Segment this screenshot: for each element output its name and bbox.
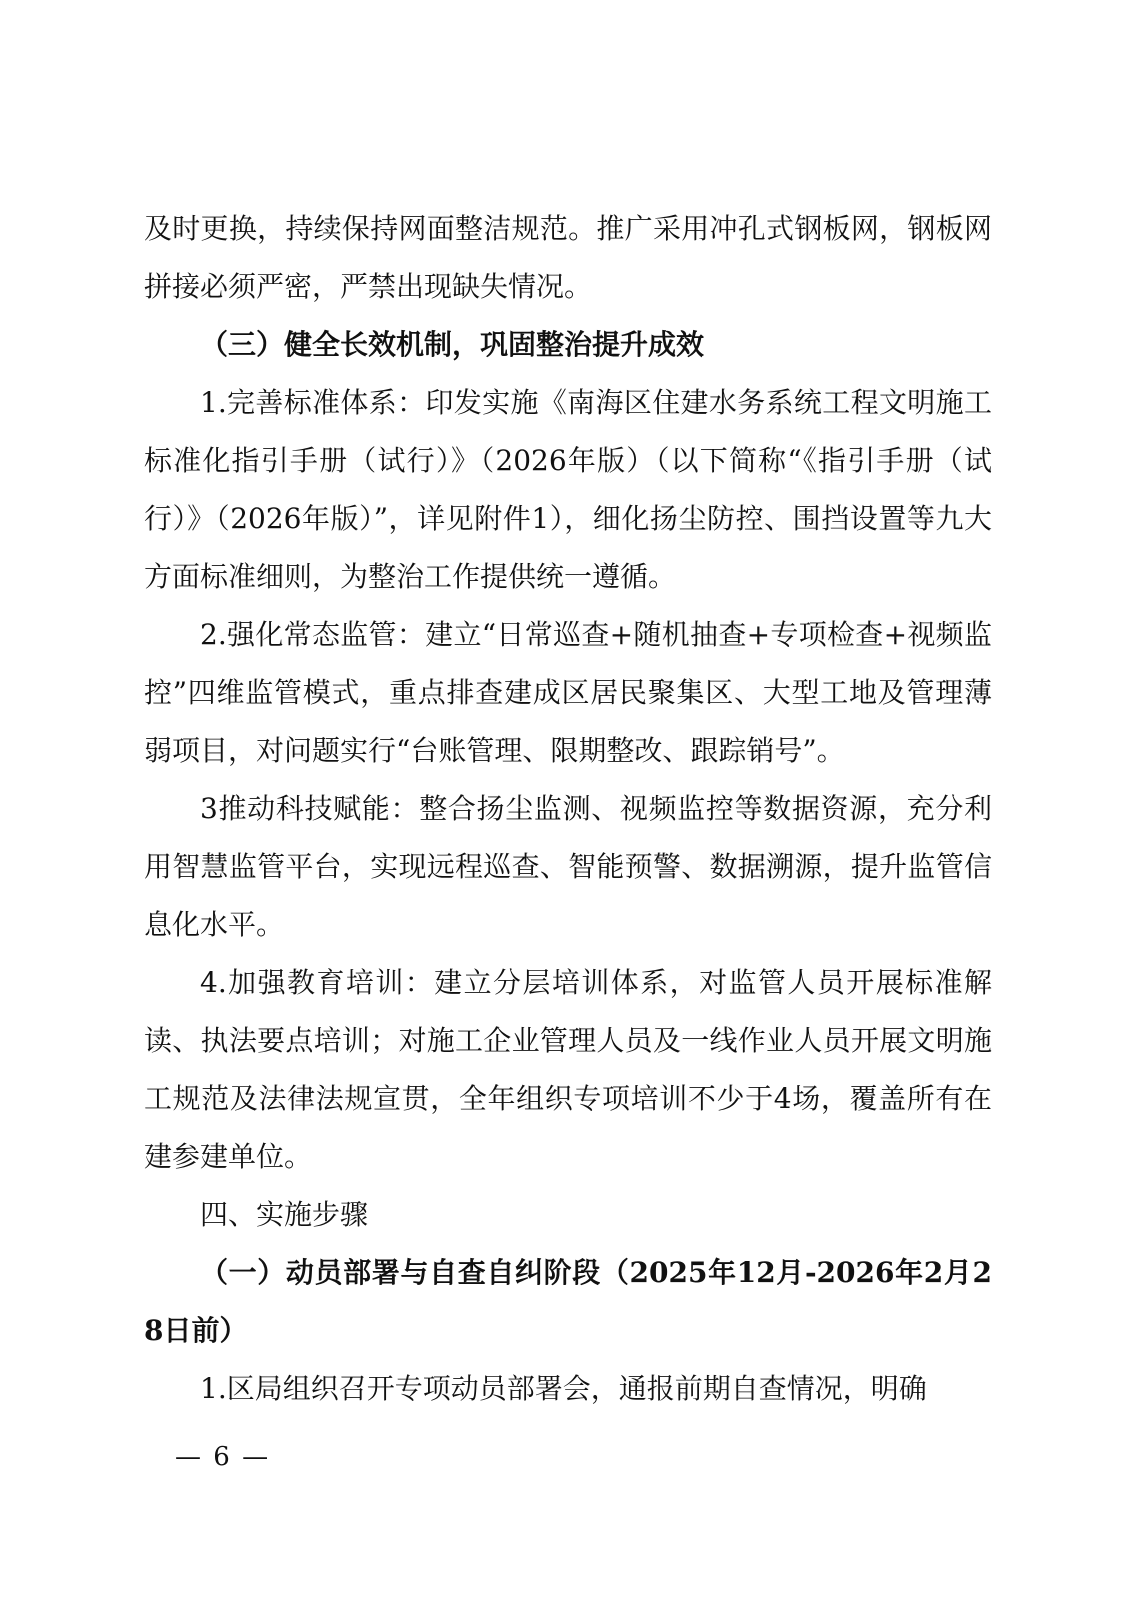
section-heading-1: （一）动员部署与自查自纠阶段（2025年12月-2026年2月28日前） — [144, 1256, 992, 1347]
chapter-heading-4: 四、实施步骤 — [200, 1198, 369, 1231]
paragraph-step-1: 1.区局组织召开专项动员部署会，通报前期自查情况，明确 — [200, 1372, 927, 1405]
paragraph-item-3: 3推动科技赋能：整合扬尘监测、视频监控等数据资源，充分利用智慧监管平台，实现远程巡查、智能预警、数据溯源，提升监管信息化水平。 — [144, 792, 992, 941]
page-number: — 6 — — [175, 1442, 271, 1472]
paragraph-item-1: 1.完善标准体系：印发实施《南海区住建水务系统工程文明施工标准化指引手册（试行）》（2026年版）（以下简称“《指引手册（试行）》（2026年版）”，详见附件1），细化扬尘防控、围挡设置等九大方面标准细则，为整治工作提供统一遵循。 — [144, 386, 992, 593]
paragraph-item-4: 4.加强教育培训：建立分层培训体系，对监管人员开展标准解读、执法要点培训；对施工企业管理人员及一线作业人员开展文明施工规范及法律法规宣贯，全年组织专项培训不少于4场，覆盖所有在建参建单位。 — [144, 966, 992, 1173]
section-heading-3: （三）健全长效机制，巩固整治提升成效 — [200, 328, 705, 361]
document-body — [144, 200, 992, 1430]
paragraph-item-2: 2.强化常态监管：建立“日常巡查+随机抽查+专项检查+视频监控”四维监管模式，重点排查建成区居民聚集区、大型工地及管理薄弱项目，对问题实行“台账管理、限期整改、跟踪销号”。 — [144, 618, 992, 767]
paragraph-continuation: 及时更换，持续保持网面整洁规范。推广采用冲孔式钢板网，钢板网拼接必须严密，严禁出现缺失情况。 — [144, 212, 992, 303]
